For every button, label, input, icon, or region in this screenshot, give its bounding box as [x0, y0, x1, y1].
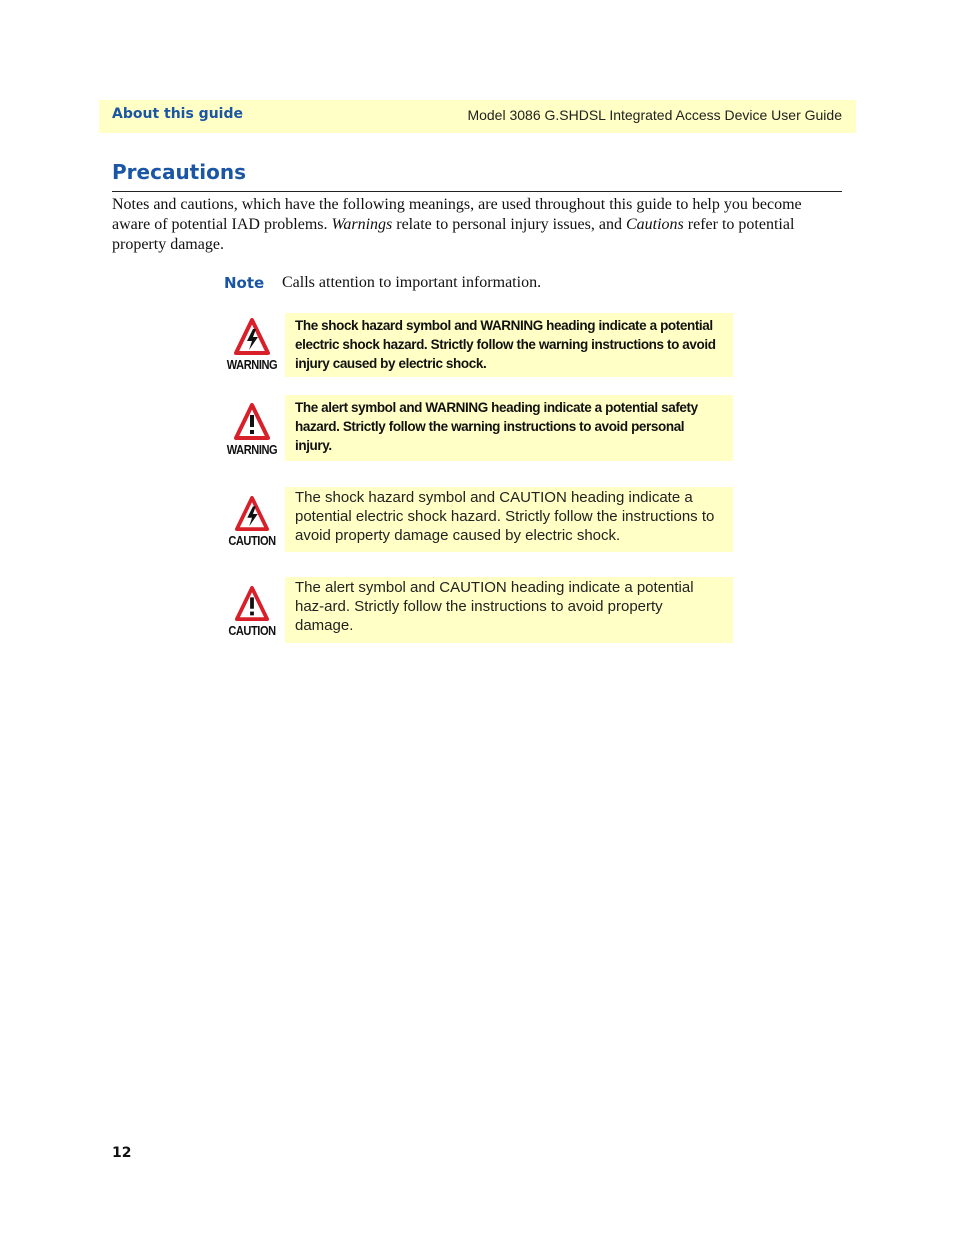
shock-hazard-icon — [234, 496, 270, 532]
warnings-term: Warnings — [331, 216, 393, 233]
caution-alert-symbol — [220, 586, 284, 638]
alert-icon — [234, 403, 270, 441]
notice-heading: CAUTION — [228, 623, 276, 638]
caution-shock-symbol — [220, 496, 284, 548]
section-title: Precautions — [112, 160, 246, 184]
header-document-title: Model 3086 G.SHDSL Integrated Access Device User Guide — [467, 107, 842, 123]
warning-notice-box: The shock hazard symbol and WARNING heading indicate a potential electric shock hazard. Strictly follow the warning instructions to avoid injury caused by electric shock. — [285, 313, 733, 377]
running-header — [99, 100, 856, 133]
notice-heading: WARNING — [226, 442, 278, 457]
shock-hazard-icon — [234, 318, 270, 356]
notice-heading: WARNING — [226, 357, 278, 372]
note-label: Note — [224, 274, 265, 292]
notice-heading: CAUTION — [228, 533, 276, 548]
cautions-term: Cautions — [625, 216, 684, 233]
intro-paragraph: Notes and cautions, which have the following meanings, are used throughout this guide to help you become aware of potential IAD problems. Warnings relate to personal injury issues, and Cautions refer to potential property damage. — [112, 196, 802, 253]
header-section-name: About this guide — [112, 106, 243, 122]
section-divider — [112, 191, 842, 192]
warning-notice-box: The alert symbol and WARNING heading indicate a potential safety hazard. Strictly follow the warning instructions to avoid personal injury. — [285, 395, 733, 461]
page-number: 12 — [112, 1145, 132, 1161]
caution-notice-box: The shock hazard symbol and CAUTION heading indicate a potential electric shock hazard. Strictly follow the instructions to avoid property damage caused by electric shock. — [285, 487, 733, 552]
warning-alert-symbol — [220, 403, 284, 457]
warning-shock-symbol — [220, 318, 284, 372]
caution-notice-box: The alert symbol and CAUTION heading indicate a potential haz-ard. Strictly follow the instructions to avoid property damage. — [285, 577, 733, 643]
alert-icon — [234, 586, 270, 622]
note-text: Calls attention to important information. — [282, 274, 542, 291]
